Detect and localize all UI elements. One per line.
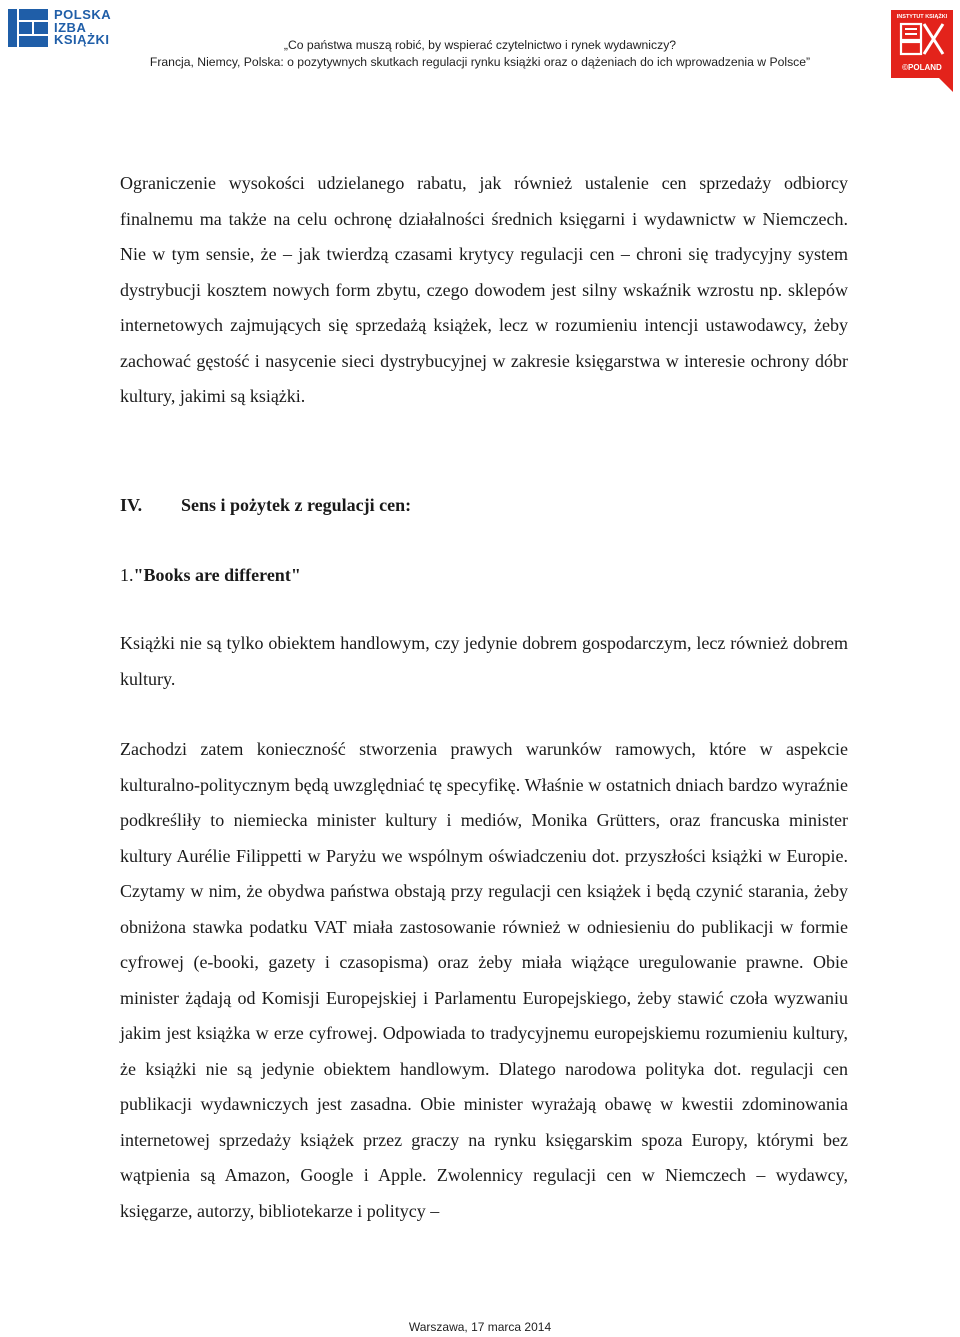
- page-footer: Warszawa, 17 marca 2014: [408, 1320, 552, 1334]
- header-title: [130, 37, 830, 71]
- header-title-line2: Francja, Niemcy, Polska: o pozytywnych skutkach regulacji rynku książki oraz o dążeniach do ich wprowadzenia w Polsce”: [149, 55, 811, 69]
- ik-logo-line2: ©POLAND: [902, 63, 942, 72]
- instytut-ksiazki-logo: [891, 10, 953, 92]
- subsection-number: 1.: [120, 565, 134, 585]
- header-title-line1: „Co państwa muszą robić, by wspierać czytelnictwo i rynek wydawniczy?: [283, 38, 677, 52]
- section-heading: [120, 493, 411, 517]
- section-title: Sens i pożytek z regulacji cen:: [181, 495, 412, 515]
- ik-logo-line1: INSTYTUT KSIĄŻKI: [896, 14, 948, 20]
- section-number: IV.: [120, 495, 143, 515]
- page-header: [0, 0, 960, 96]
- subsection-heading: [120, 563, 301, 587]
- pik-logo-line1: POLSKA: [54, 7, 112, 22]
- pik-logo-line2: IZBA: [54, 19, 87, 35]
- pik-logo-line3: KSIĄŻKI: [54, 32, 110, 47]
- paragraph-books-culture: Książki nie są tylko obiektem handlowym, czy jedynie dobrem gospodarczym, lecz również dobrem kultury.: [120, 633, 848, 689]
- pik-logo-mark-icon: [8, 9, 48, 47]
- paragraph-intro: Ograniczenie wysokości udzielanego rabatu, jak również ustalenie cen sprzedaży odbiorcy finalnemu ma także na celu ochronę działalności średnich księgarni i wydawnictw w Niemczech. Nie w tym sensie, że – jak twierdzą czasami krytycy regulacji cen – chroni się tradycyjny system dystrybucji kosztem nowych form zbytu, czego dowodem jest silny wskaźnik wzrostu np. sklepów internetowych zajmujących się sprzedażą książek, lecz w rozumieniu intencji ustawodawcy, żeby zachować gęstość i nasycenie sieci dystrybucyjnej w zakresie księgarstwa w interesie ochrony dóbr kultury, jakimi są książki.: [120, 173, 848, 406]
- polska-izba-ksiazki-logo: [8, 9, 124, 47]
- paragraph-framework: Zachodzi zatem konieczność stworzenia prawych warunków ramowych, które w aspekcie kulturalno-politycznym będą uwzględniać tę specyfikę. Właśnie w ostatnich dniach bardzo wyraźnie podkreśliły to niemiecka minister kultury i mediów, Monika Grütters, oraz francuska minister kultury Aurélie Filippetti w Paryżu we wspólnym oświadczeniu dot. przyszłości książki w Europie. Czytamy w nim, że obydwa państwa obstają przy regulacji cen książek i będą czynić starania, żeby obniżona stawka podatku VAT miała zastosowanie również w odniesieniu do publikacji w formie cyfrowej (e-booki, gazety i czasopisma) oraz żeby miała wiążące uregulowanie prawne. Obie minister żądają od Komisji Europejskiej i Parlamentu Europejskiego, żeby stawić czoła wyzwaniu jakim jest książka w erze cyfrowej. Odpowiada to tradycyjnemu europejskiemu rozumieniu kultury, że książki nie są jedynie obiektem handlowym. Dlatego narodowa polityka dot. regulacji cen publikacji wydawniczych jest zasadna. Obie minister wyrażają obawę w kwestii zdominowania internetowej sprzedaży książek przez graczy na rynku księgarskim spoza Europy, którymi bez wątpienia są Amazon, Google i Apple. Zwolennicy regulacji cen w Niemczech – wydawcy, księgarze, autorzy, bibliotekarze i politycy –: [120, 739, 848, 1221]
- pik-logo-text: [54, 9, 111, 47]
- subsection-title: "Books are different": [133, 565, 301, 585]
